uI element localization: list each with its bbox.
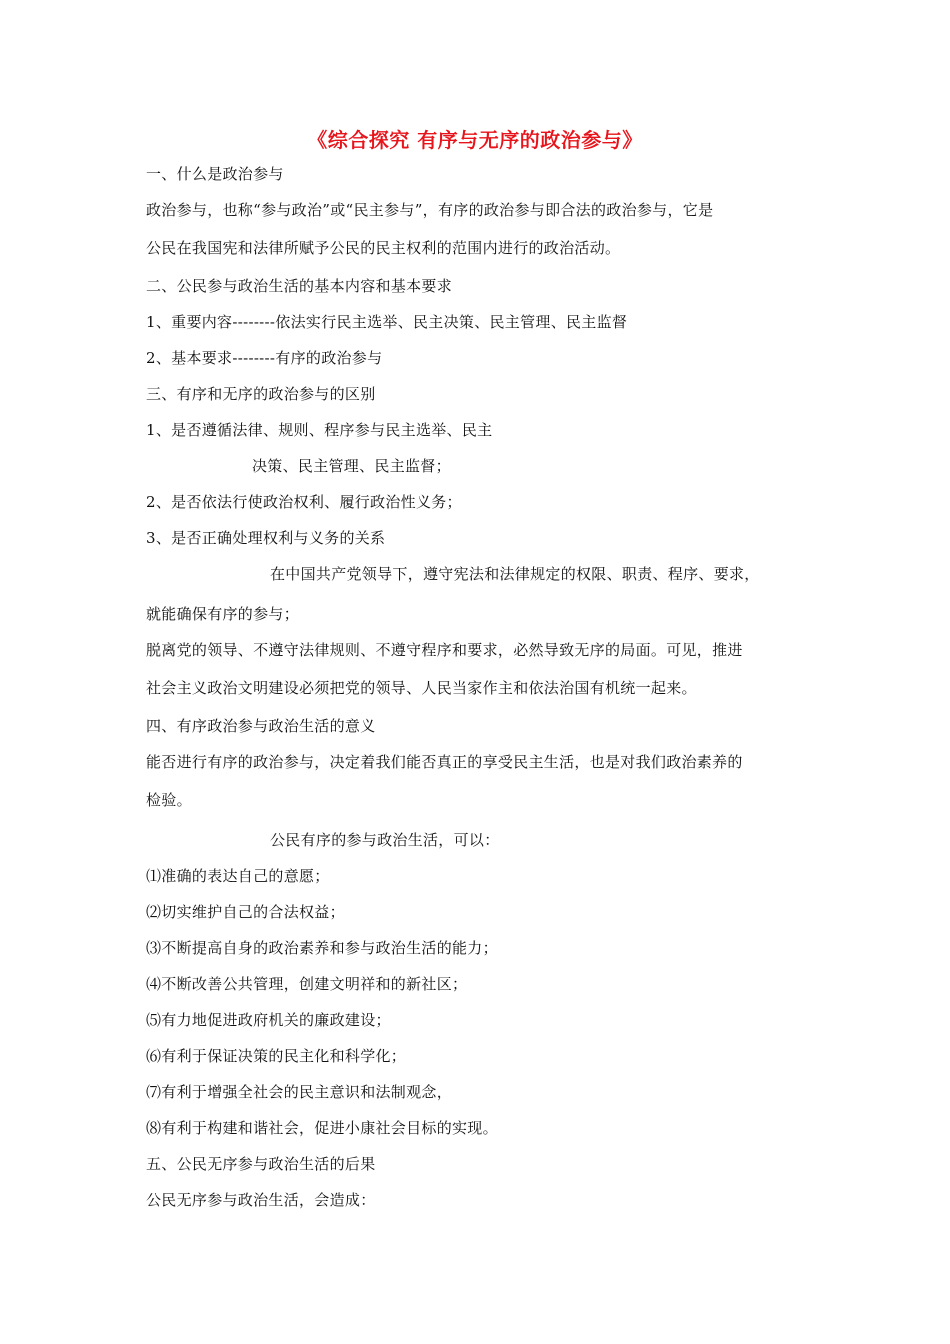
document-title: 《综合探究 有序与无序的政治参与》 [307,128,643,152]
list-item: ⑵切实维护自己的合法权益； [146,903,345,921]
paragraph-line: 公民在我国宪和法律所赋予公民的民主权利的范围内进行的政治活动。 [146,239,621,257]
section-heading-4: 四、有序政治参与政治生活的意义 [146,717,376,735]
paragraph-line: 公民有序的参与政治生活，可以： [270,831,500,849]
list-item-continuation: 决策、民主管理、民主监督； [252,457,451,475]
section-heading-2: 二、公民参与政治生活的基本内容和基本要求 [146,277,453,295]
list-item: ⑻有利于构建和谐社会，促进小康社会目标的实现。 [146,1119,498,1137]
section-heading-3: 三、有序和无序的政治参与的区别 [146,385,376,403]
list-item: ⑷不断改善公共管理，创建文明祥和的新社区； [146,975,468,993]
list-item: 2、基本要求--------有序的政治参与 [146,349,383,367]
section-heading-5: 五、公民无序参与政治生活的后果 [146,1155,376,1173]
paragraph-line: 能否进行有序的政治参与，决定着我们能否真正的享受民主生活，也是对我们政治素养的 [146,753,743,771]
list-item: ⑶不断提高自身的政治素养和参与政治生活的能力； [146,939,498,957]
list-item: ⑸有力地促进政府机关的廉政建设； [146,1011,391,1029]
paragraph-line: 政治参与，也称“参与政治”或“民主参与”，有序的政治参与即合法的政治参与，它是 [146,201,714,219]
paragraph-line: 就能确保有序的参与； [146,605,300,623]
list-item: 2、是否依法行使政治权利、履行政治性义务； [146,493,462,511]
paragraph-line: 社会主义政治文明建设必须把党的领导、人民当家作主和依法治国有机统一起来。 [146,679,697,697]
paragraph-line: 脱离党的领导、不遵守法律规则、不遵守程序和要求，必然导致无序的局面。可见，推进 [146,641,743,659]
paragraph-line: 公民无序参与政治生活，会造成： [146,1191,376,1209]
list-item: 1、是否遵循法律、规则、程序参与民主选举、民主 [146,421,493,439]
list-item: ⑹有利于保证决策的民主化和科学化； [146,1047,407,1065]
list-item: 1、重要内容--------依法实行民主选举、民主决策、民主管理、民主监督 [146,313,628,331]
paragraph-line: 检验。 [146,791,192,809]
list-item: 3、是否正确处理权利与义务的关系 [146,529,386,547]
paragraph-line: 在中国共产党领导下，遵守宪法和法律规定的权限、职责、程序、要求， [270,565,760,583]
section-heading-1: 一、什么是政治参与 [146,165,284,183]
list-item: ⑺有利于增强全社会的民主意识和法制观念， [146,1083,453,1101]
list-item: ⑴准确的表达自己的意愿； [146,867,330,885]
